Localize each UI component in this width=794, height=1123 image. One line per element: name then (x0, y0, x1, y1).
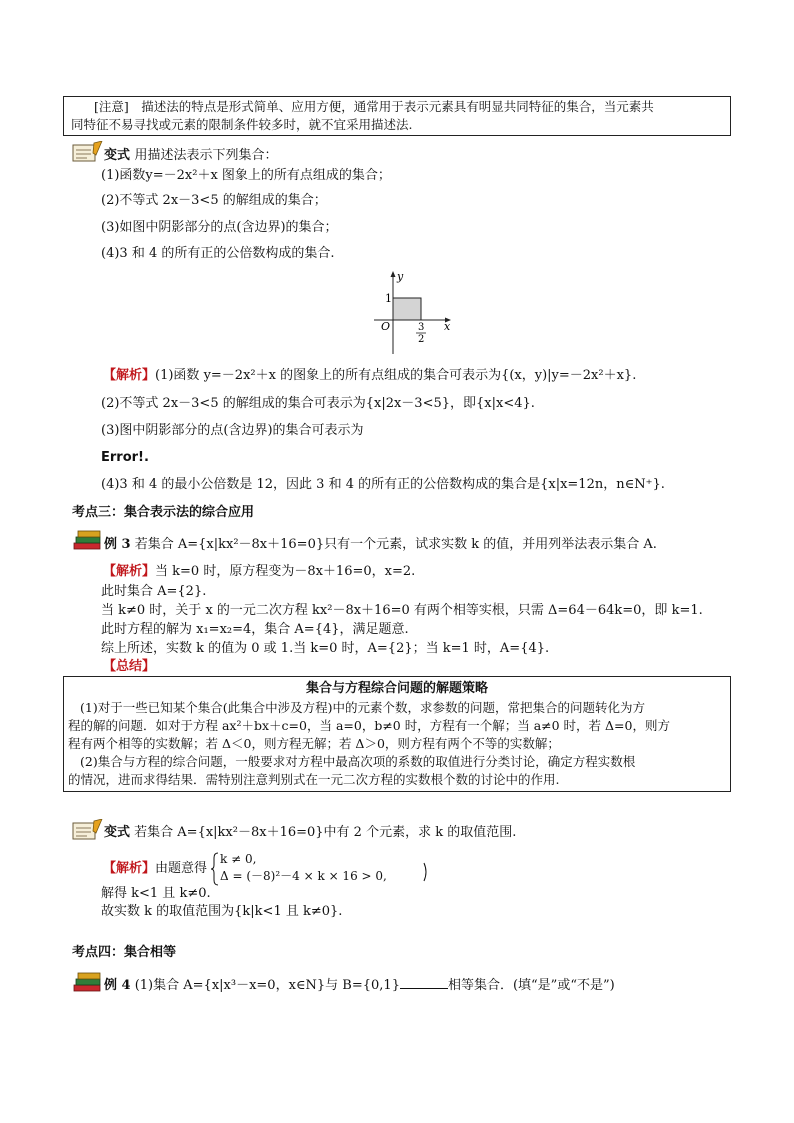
variant1-solution-1 (103, 367, 636, 384)
strategy-line-1: (1)对于一些已知某个集合(此集合中涉及方程)中的元素个数，求参数的问题，常把集合的问题转化为方 (80, 700, 645, 715)
example3-solution-1 (103, 563, 415, 580)
origin-label: O (381, 320, 391, 333)
note-text-1: 描述法的特点是形式简单、应用方便，通常用于表示元素具有明显共同特征的集合，当元素共 (141, 99, 654, 114)
example3-solution-2: 此时集合 A={2}. (101, 584, 207, 599)
example3-solution-4: 此时方程的解为 x₁=x₂=4，集合 A={4}，满足题意. (101, 622, 409, 637)
x-axis-label: x (444, 320, 451, 333)
variant1-item-3: (3)如图中阴影部分的点(含边界)的集合； (101, 220, 338, 235)
note-box (63, 96, 731, 136)
variant2-tag: 变式 (104, 825, 131, 840)
y-tick-label: 1 (385, 292, 392, 305)
strategy-line-5: 的情况，进而求得结果．需特别注意判别式在一元二次方程的实数根个数的讨论中的作用. (68, 772, 560, 787)
example3-solution-label: 【解析】 (103, 564, 156, 579)
variant1-item-1: (1)函数y=－2x²＋x 图象上的所有点组成的集合； (101, 168, 391, 183)
x-tick-denominator: 2 (418, 334, 425, 345)
variant1-tag: 变式 (104, 148, 131, 163)
example3-solution-3: 当 k≠0 时，关于 x 的一元二次方程 kx²－8x＋16=0 有两个相等实根，只需 Δ=64－64k=0，即 k=1. (101, 603, 703, 618)
y-axis-arrow (391, 271, 396, 277)
variant2-lead: 由题意得 (155, 861, 208, 876)
example3-question: 若集合 A={x|kx²－8x＋16=0}只有一个元素，试求实数 k 的值，并用列举法表示集合 A. (134, 537, 657, 552)
strategy-line-2: 程的解的问题．如对于方程 ax²＋bx＋c=0，当 a=0，b≠0 时，方程有一个解；当 a≠0 时，若 Δ=0，则方 (68, 718, 670, 733)
variant2-question: 若集合 A={x|kx²－8x＋16=0}中有 2 个元素，求 k 的取值范围. (134, 825, 517, 840)
notepad-pencil-icon-2 (72, 819, 104, 841)
section4-title: 考点四：集合相等 (72, 945, 177, 960)
variant1-item-2: (2)不等式 2x－3<5 的解组成的集合； (101, 193, 327, 208)
books-icon-2 (72, 970, 104, 994)
note-label: [注意] (94, 99, 129, 114)
note-line-1 (94, 98, 654, 116)
x-tick-numerator: 3 (418, 322, 425, 333)
section3-title: 考点三：集合表示法的综合应用 (72, 505, 255, 520)
notepad-pencil-icon (72, 141, 104, 163)
strategy-title: 集合与方程综合问题的解题策略 (305, 681, 488, 696)
variant1-solution-2: (2)不等式 2x－3<5 的解组成的集合可表示为{x|2x－3<5}，即{x|x<4}. (101, 396, 535, 411)
shaded-rectangle (393, 298, 421, 320)
solution-text-1: (1)函数 y=－2x²＋x 的图象上的所有点组成的集合可表示为{(x，y)|y=－2x²＋x}. (155, 368, 637, 383)
variant2-solution-label: 【解析】 (103, 861, 156, 876)
variant1-intro: 用描述法表示下列集合： (134, 148, 278, 163)
variant2-question-line (104, 824, 516, 841)
example4-label: 例 4 (104, 978, 131, 993)
example4-question-part-2: 相等集合．(填“是”或“不是”) (447, 978, 615, 993)
example3-solution-text-1: 当 k=0 时，原方程变为－8x＋16=0，x=2. (155, 564, 416, 579)
example4-question-part-1: (1)集合 A={x|x³－x=0，x∈N}与 B={0,1} (134, 978, 400, 993)
books-icon (72, 528, 104, 552)
variant2-system-1: k ≠ 0, (220, 852, 257, 866)
variant1-item-4: (4)3 和 4 的所有正的公倍数构成的集合. (101, 246, 335, 261)
note-line-2: 同特征不易寻找或元素的限制条件较多时，就不宜采用描述法. (71, 117, 413, 132)
example3-solution-5: 综上所述，实数 k 的值为 0 或 1.当 k=0 时，A={2}；当 k=1 时，A={4}. (101, 641, 550, 656)
variant2-system-2: Δ = (－8)²－4 × k × 16 > 0, (220, 869, 387, 883)
example3-question-line (104, 536, 657, 553)
solution-label: 【解析】 (103, 368, 156, 383)
variant1-line (104, 147, 278, 164)
example3-label: 例 3 (104, 537, 131, 552)
variant1-solution-4: (4)3 和 4 的最小公倍数是 12，因此 3 和 4 的所有正的公倍数构成的集合是{x|x=12n，n∈N⁺}. (101, 477, 665, 492)
variant1-solution-error: Error!. (101, 450, 149, 465)
variant2-solution-line-1 (103, 860, 207, 877)
shaded-region-figure (364, 270, 464, 356)
strategy-line-4: (2)集合与方程的综合问题，一般要求对方程中最高次项的系数的取值进行分类讨论，确定方程实数根 (80, 754, 636, 769)
variant2-solution-line-2: 解得 k<1 且 k≠0. (101, 886, 211, 901)
y-axis-label: y (397, 270, 404, 283)
strategy-box (63, 676, 731, 792)
system-right-paren (423, 862, 429, 882)
system-brace (210, 852, 220, 886)
strategy-line-3: 程有两个相等的实数解；若 Δ＜0，则方程无解；若 Δ＞0，则方程有两个不等的实数解； (68, 736, 560, 751)
example3-summary-label: 【总结】 (103, 659, 156, 674)
answer-blank[interactable] (400, 976, 448, 989)
variant2-solution-line-3: 故实数 k 的取值范围为{k|k<1 且 k≠0}. (101, 904, 343, 919)
variant1-solution-3: (3)图中阴影部分的点(含边界)的集合可表示为 (101, 423, 364, 438)
example4-question-line (104, 976, 615, 994)
